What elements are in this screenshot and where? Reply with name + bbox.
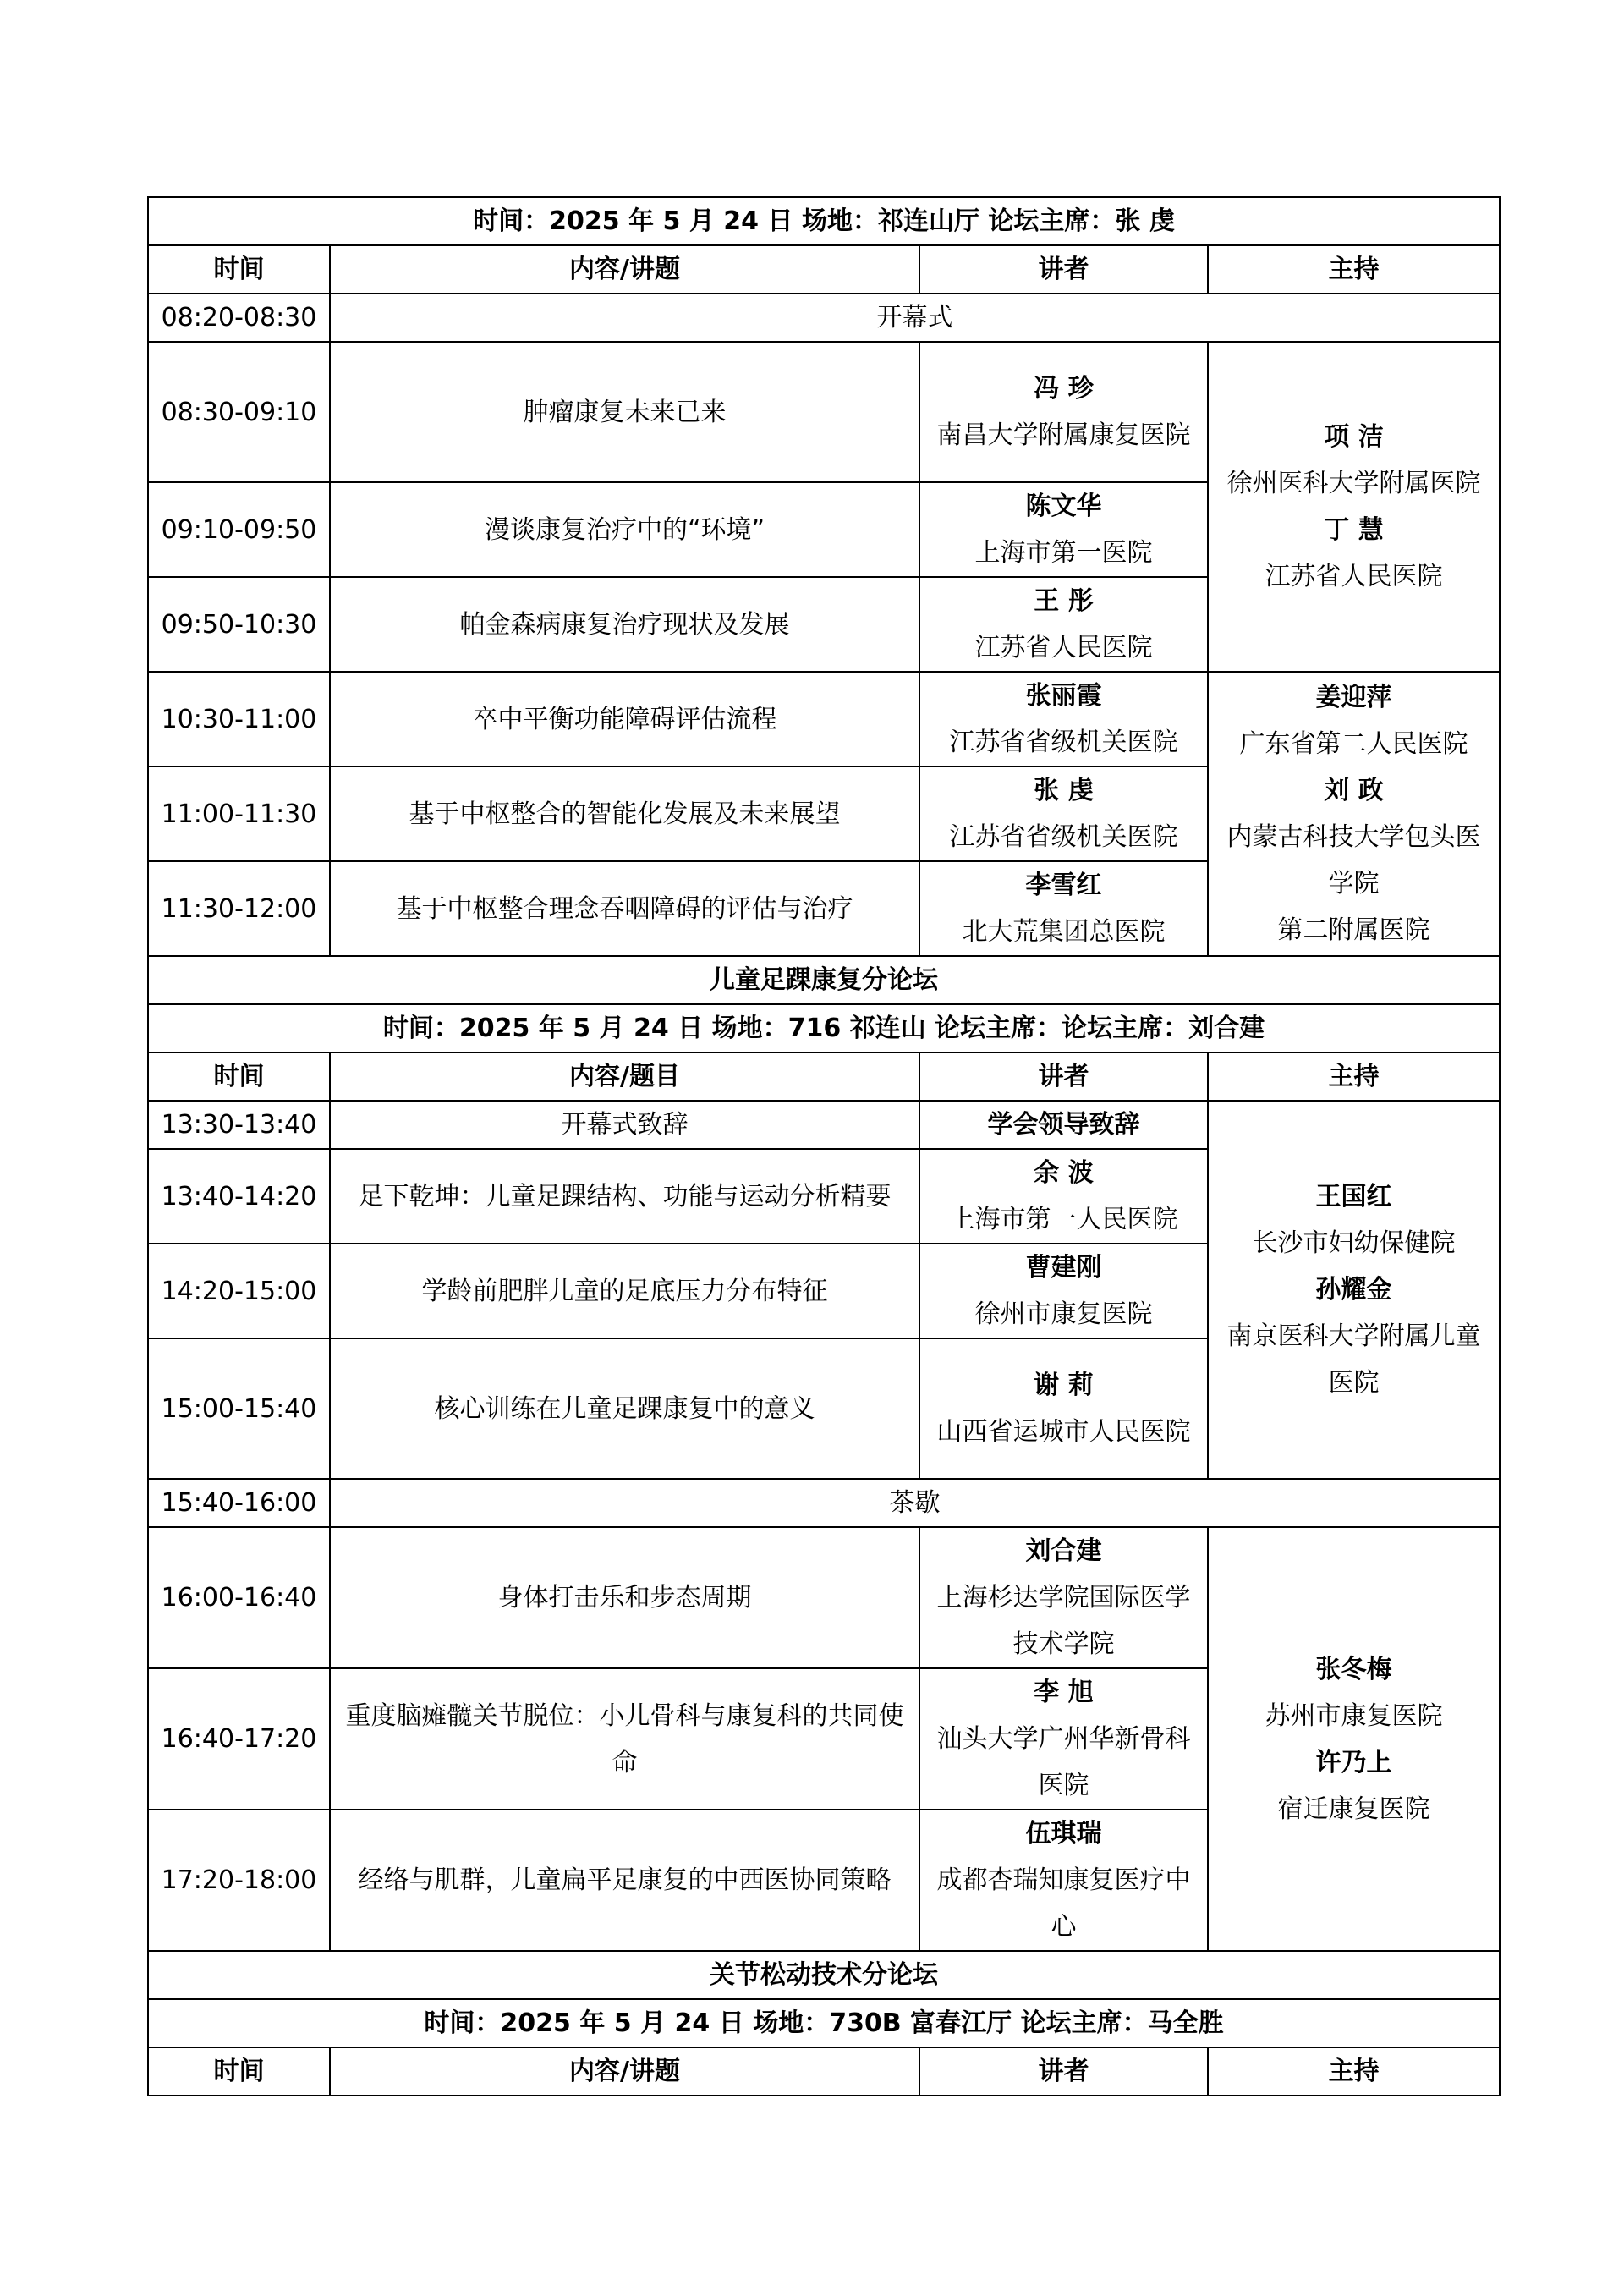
table-row (148, 1101, 1500, 1149)
speaker-name: 伍琪瑞 (1025, 1819, 1102, 1849)
session-topic: 核心训练在儿童足踝康复中的意义 (330, 1338, 919, 1479)
host-name: 王国红 (1315, 1182, 1392, 1211)
speaker-cell (919, 861, 1208, 956)
forum3-header-row (148, 2047, 1500, 2096)
host-cell (1208, 672, 1500, 956)
speaker-org: 江苏省省级机关医院 (949, 822, 1178, 852)
host-name: 姜迎萍 (1315, 683, 1392, 712)
speaker-cell (919, 342, 1208, 482)
speaker-cell (919, 1244, 1208, 1338)
session-topic: 开幕式 (330, 294, 1500, 342)
forum1-info: 时间：2025 年 5 月 24 日 场地：祁连山厅 论坛主席：张 虔 (148, 197, 1500, 245)
header-topic: 内容/题目 (330, 1052, 919, 1101)
session-time: 16:40-17:20 (148, 1668, 330, 1810)
speaker-org: 山西省运城市人民医院 (936, 1417, 1191, 1447)
schedule-table (147, 196, 1501, 2096)
speaker-name: 刘合建 (1025, 1536, 1102, 1566)
speaker-org: 徐州市康复医院 (974, 1299, 1153, 1329)
session-topic: 基于中枢整合的智能化发展及未来展望 (330, 766, 919, 861)
speaker-cell (919, 1338, 1208, 1479)
host-name: 项 洁 (1324, 422, 1384, 452)
header-host: 主持 (1208, 245, 1500, 294)
forum1-header-row (148, 245, 1500, 294)
speaker-cell (919, 766, 1208, 861)
session-topic: 开幕式致辞 (330, 1101, 919, 1149)
forum2-title-row (148, 956, 1500, 1004)
speaker-cell (919, 672, 1208, 766)
header-topic: 内容/讲题 (330, 245, 919, 294)
host-org: 徐州医科大学附属医院 (1226, 469, 1481, 498)
host-name: 丁 慧 (1324, 515, 1384, 545)
session-time: 11:30-12:00 (148, 861, 330, 956)
forum1-info-row (148, 197, 1500, 245)
table-row (148, 1527, 1500, 1668)
session-topic: 帕金森病康复治疗现状及发展 (330, 577, 919, 672)
speaker-org: 上海杉达学院国际医学技术学院 (936, 1583, 1191, 1659)
session-topic: 经络与肌群，儿童扁平足康复的中西医协同策略 (330, 1810, 919, 1951)
session-topic: 肿瘤康复未来已来 (330, 342, 919, 482)
speaker-name: 陈文华 (1025, 492, 1102, 521)
host-cell (1208, 342, 1500, 672)
speaker-cell (919, 577, 1208, 672)
host-name: 刘 政 (1324, 776, 1384, 805)
table-row (148, 672, 1500, 766)
session-topic: 卒中平衡功能障碍评估流程 (330, 672, 919, 766)
speaker-org: 上海市第一医院 (974, 538, 1153, 568)
speaker-org: 江苏省人民医院 (974, 633, 1153, 662)
speaker-name: 李雪红 (1025, 871, 1102, 900)
speaker-cell (919, 482, 1208, 577)
header-time: 时间 (148, 2047, 330, 2096)
speaker-org: 汕头大学广州华新骨科医院 (936, 1724, 1191, 1800)
speaker-name: 李 旭 (1034, 1678, 1094, 1707)
speaker-name: 学会领导致辞 (919, 1101, 1208, 1149)
session-topic: 身体打击乐和步态周期 (330, 1527, 919, 1668)
speaker-name: 张丽霞 (1025, 681, 1102, 711)
host-org: 宿迁康复医院 (1277, 1794, 1430, 1824)
host-cell (1208, 1101, 1500, 1479)
session-time: 09:10-09:50 (148, 482, 330, 577)
session-time: 10:30-11:00 (148, 672, 330, 766)
host-org: 内蒙古科技大学包头医学院 (1226, 822, 1481, 898)
session-time: 13:30-13:40 (148, 1101, 330, 1149)
header-speaker: 讲者 (919, 2047, 1208, 2096)
speaker-name: 余 波 (1034, 1158, 1094, 1188)
session-topic: 漫谈康复治疗中的“环境” (330, 482, 919, 577)
session-time: 15:40-16:00 (148, 1479, 330, 1527)
forum2-info: 时间：2025 年 5 月 24 日 场地：716 祁连山 论坛主席：论坛主席：刘合建 (148, 1004, 1500, 1052)
header-speaker: 讲者 (919, 1052, 1208, 1101)
forum3-title-row (148, 1951, 1500, 1999)
speaker-org: 南昌大学附属康复医院 (936, 420, 1191, 450)
speaker-name: 曹建刚 (1025, 1253, 1102, 1283)
session-time: 11:00-11:30 (148, 766, 330, 861)
speaker-org: 江苏省省级机关医院 (949, 728, 1178, 757)
forum3-info-row (148, 1999, 1500, 2047)
speaker-cell (919, 1668, 1208, 1810)
speaker-cell (919, 1527, 1208, 1668)
host-org: 苏州市康复医院 (1265, 1700, 1443, 1731)
host-org: 第二附属医院 (1277, 915, 1430, 945)
header-host: 主持 (1208, 2047, 1500, 2096)
session-topic: 基于中枢整合理念吞咽障碍的评估与治疗 (330, 861, 919, 956)
session-time: 15:00-15:40 (148, 1338, 330, 1479)
host-name: 张冬梅 (1315, 1654, 1392, 1684)
forum2-title: 儿童足踝康复分论坛 (148, 956, 1500, 1004)
speaker-org: 成都杏瑞知康复医疗中心 (936, 1865, 1191, 1942)
table-row (148, 1479, 1500, 1527)
header-time: 时间 (148, 245, 330, 294)
session-topic: 足下乾坤：儿童足踝结构、功能与运动分析精要 (330, 1149, 919, 1244)
session-time: 16:00-16:40 (148, 1527, 330, 1668)
speaker-org: 上海市第一人民医院 (949, 1205, 1178, 1234)
header-time: 时间 (148, 1052, 330, 1101)
header-topic: 内容/讲题 (330, 2047, 919, 2096)
forum2-header-row (148, 1052, 1500, 1101)
host-org: 广东省第二人民医院 (1239, 729, 1468, 759)
table-row (148, 294, 1500, 342)
session-time: 13:40-14:20 (148, 1149, 330, 1244)
session-topic: 重度脑瘫髋关节脱位：小儿骨科与康复科的共同使命 (330, 1668, 919, 1810)
host-cell (1208, 1527, 1500, 1951)
host-org: 南京医科大学附属儿童医院 (1226, 1321, 1481, 1398)
speaker-name: 王 彤 (1034, 586, 1094, 616)
session-time: 08:20-08:30 (148, 294, 330, 342)
host-org: 江苏省人民医院 (1265, 562, 1443, 591)
speaker-name: 谢 莉 (1034, 1371, 1094, 1400)
speaker-name: 张 虔 (1034, 776, 1094, 805)
session-time: 17:20-18:00 (148, 1810, 330, 1951)
host-name: 许乃上 (1315, 1747, 1392, 1777)
speaker-name: 冯 珍 (1034, 374, 1094, 404)
session-topic: 学龄前肥胖儿童的足底压力分布特征 (330, 1244, 919, 1338)
session-time: 14:20-15:00 (148, 1244, 330, 1338)
header-host: 主持 (1208, 1052, 1500, 1101)
speaker-cell (919, 1810, 1208, 1951)
forum3-title: 关节松动技术分论坛 (148, 1951, 1500, 1999)
header-speaker: 讲者 (919, 245, 1208, 294)
forum3-info: 时间：2025 年 5 月 24 日 场地：730B 富春江厅 论坛主席：马全胜 (148, 1999, 1500, 2047)
forum2-info-row (148, 1004, 1500, 1052)
host-org: 长沙市妇幼保健院 (1252, 1228, 1456, 1258)
table-row (148, 342, 1500, 482)
session-topic: 茶歇 (330, 1479, 1500, 1527)
speaker-org: 北大荒集团总医院 (962, 917, 1166, 947)
host-name: 孙耀金 (1315, 1275, 1392, 1305)
speaker-cell (919, 1149, 1208, 1244)
session-time: 09:50-10:30 (148, 577, 330, 672)
session-time: 08:30-09:10 (148, 342, 330, 482)
